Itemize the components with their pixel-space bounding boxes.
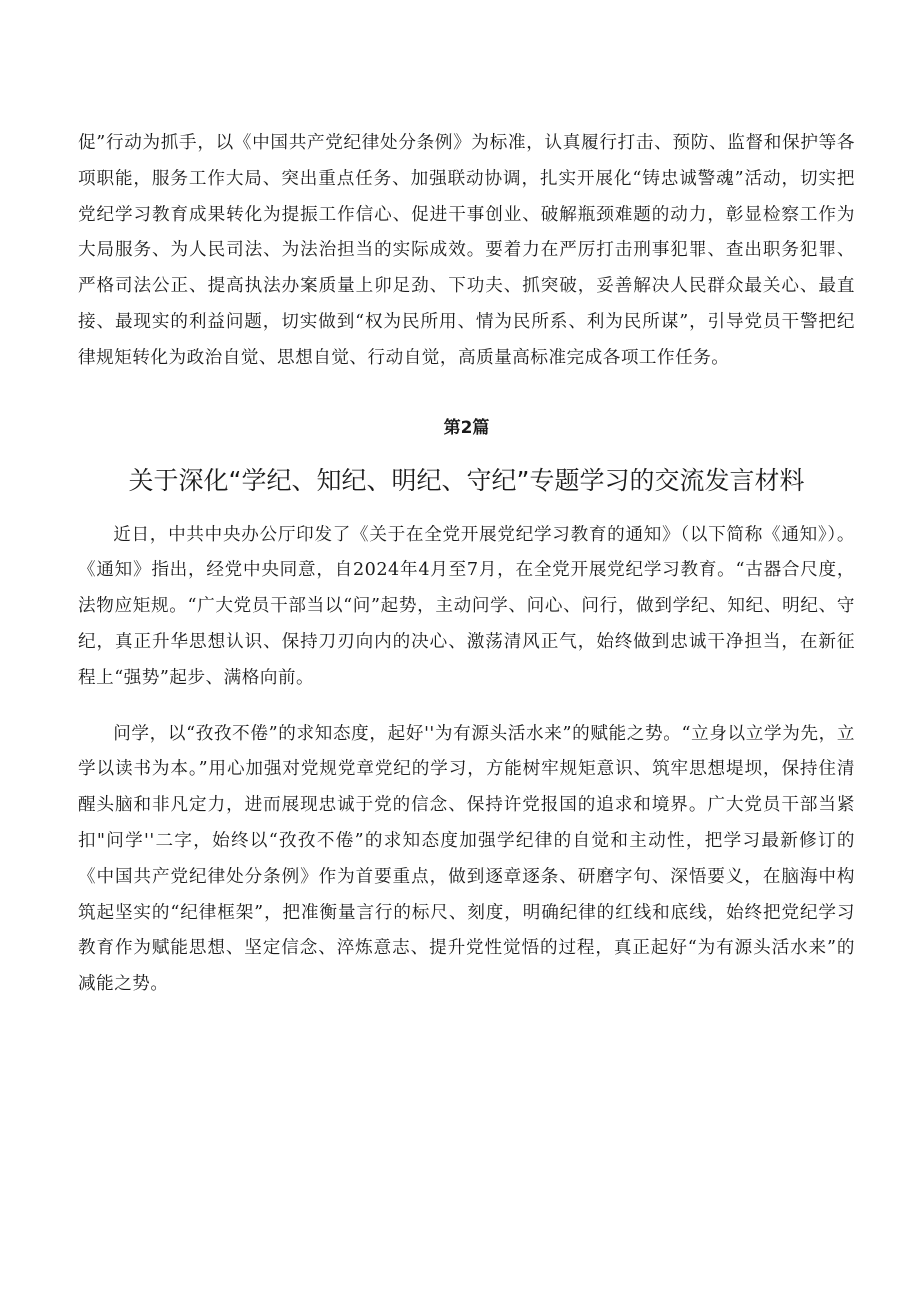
document-page — [78, 126, 855, 1003]
body-paragraph-1: 近日，中共中央办公厅印发了《关于在全党开展党纪学习教育的通知》（以下简称《通知》）。《通知》指出，经党中央同意，自2024年4月至7月，在全党开展党纪学习教育。“古器合尺度，法物应矩规。“广大党员干部当以“问”起势，主动问学、问心、问行，做到学纪、知纪、明纪、守纪，真正升华思想认识、保持刀刃向内的决心、激荡清风正气，始终做到忠诚干净担当，在新征程上“强势”起步、满格向前。 — [78, 524, 855, 688]
intro-paragraph: 促”行动为抓手，以《中国共产党纪律处分条例》为标准，认真履行打击、预防、监督和保护等各项职能，服务工作大局、突出重点任务、加强联动协调，扎实开展化“铸忠诚警魂”活动，切实把党纪学习教育成果转化为提振工作信心、促进干事创业、破解瓶颈难题的动力，彰显检察工作为大局服务、为人民司法、为法治担当的实际成效。要着力在严厉打击刑事犯罪、查出职务犯罪、严格司法公正、提高执法办案质量上卯足劲、下功夫、抓突破，妥善解决人民群众最关心、最直接、最现实的利益问题，切实做到“权为民所用、情为民所系、利为民所谋”，引导党员干警把纪律规矩转化为政治自觉、思想自觉、行动自觉，高质量高标准完成各项工作任务。 — [78, 133, 855, 368]
document-title: 关于深化“学纪、知纪、明纪、守纪”专题学习的交流发言材料 — [128, 465, 805, 495]
section-label: 第2篇 — [443, 417, 490, 438]
body-paragraph-2: 问学，以“孜孜不倦”的求知态度，起好''为有源头活水来”的赋能之势。“立身以立学为先，立学以读书为本。”用心加强对党规党章党纪的学习，方能树牢规矩意识、筑牢思想堤坝，保持住清醒头脑和非凡定力，进而展现忠诚于党的信念、保持许党报国的追求和境界。广大党员干部当紧扣"问学''二字，始终以“孜孜不倦”的求知态度加强学纪律的自觉和主动性，把学习最新修订的《中国共产党纪律处分条例》作为首要重点，做到逐章逐条、研磨字句、深悟要义，在脑海中构筑起坚实的“纪律框架”，把准衡量言行的标尺、刻度，明确纪律的红线和底线，始终把党纪学习教育作为赋能思想、坚定信念、淬炼意志、提升党性觉悟的过程，真正起好“为有源头活水来”的减能之势。 — [78, 723, 855, 995]
